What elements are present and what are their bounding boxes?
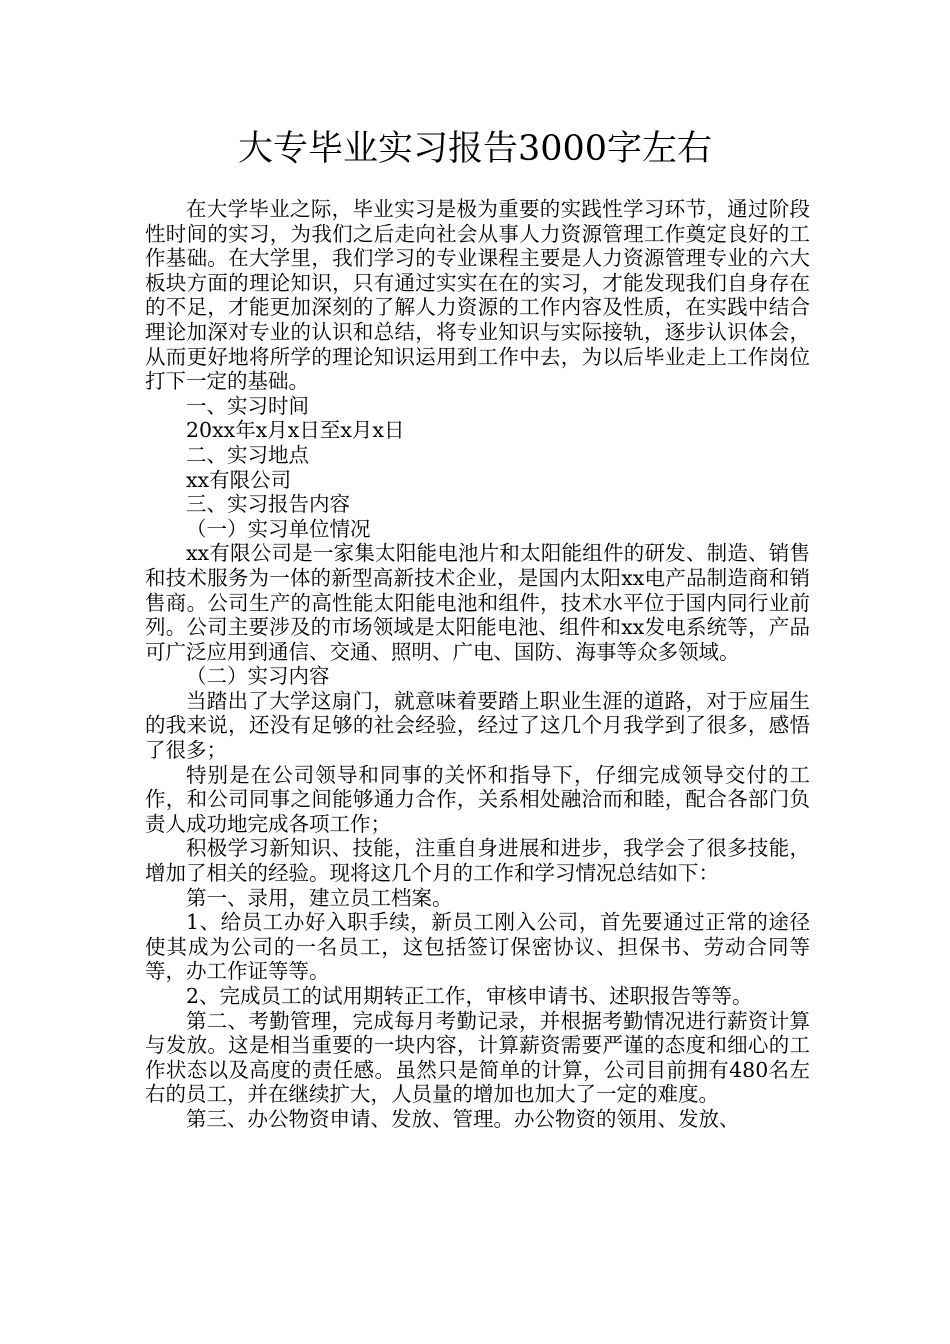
heading-internship-time: 一、实习时间	[186, 393, 309, 418]
paragraph-company-overview: xx有限公司是一家集太阳能电池片和太阳能组件的研发、制造、销售和技术服务为一体的新型高新技术企业，是国内太阳xx电产品制造商和销售商。公司生产的高性能太阳能电池和组件，技术水平位于国内同行业前列。公司主要涉及的市场领域是太阳能电池、组件和xx发电系统等，产品可广泛应用到通信、交通、照明、广电、国防、海事等众多领域。	[145, 541, 810, 664]
paragraph-attendance: 第二、考勤管理，完成每月考勤记录，并根据考勤情况进行薪资计算与发放。这是相当重要的一块内容，计算薪资需要严谨的态度和细心的工作状态以及高度的责任感。虽然只是简单的计算，公司目前拥有480名左右的员工，并在继续扩大，人员量的增加也加大了一定的难度。	[145, 1008, 810, 1107]
document-title: 大专毕业实习报告3000字左右	[237, 129, 713, 169]
paragraph-office-supplies: 第三、办公物资申请、发放、管理。办公物资的领用、发放、	[186, 1106, 740, 1131]
subheading-internship-content: （二）实习内容	[186, 664, 330, 689]
document-body	[145, 197, 810, 1132]
paragraph-learning: 积极学习新知识、技能，注重自身进展和进步，我学会了很多技能，增加了相关的经验。现将这几个月的工作和学习情况总结如下：	[145, 836, 810, 886]
paragraph-onboarding: 1、给员工办好入职手续，新员工刚入公司，首先要通过正常的途径使其成为公司的一名员工，这包括签订保密协议、担保书、劳动合同等等，办工作证等等。	[145, 910, 810, 984]
paragraph-company-name: xx有限公司	[186, 467, 292, 492]
heading-report-content: 三、实习报告内容	[186, 492, 350, 517]
paragraph-teamwork: 特别是在公司领导和同事的关怀和指导下，仔细完成领导交付的工作，和公司同事之间能够通力合作，关系相处融洽而和睦，配合各部门负责人成功地完成各项工作；	[145, 762, 810, 836]
subheading-company-overview: （一）实习单位情况	[186, 516, 371, 541]
paragraph-internship-date: 20xx年x月x日至x月x日	[186, 418, 405, 443]
paragraph-intro: 在大学毕业之际，毕业实习是极为重要的实践性学习环节，通过阶段性时间的实习，为我们之后走向社会从事人力资源管理工作奠定良好的工作基础。在大学里，我们学习的专业课程主要是人力资源管理专业的六大板块方面的理论知识，只有通过实实在在的实习，才能发现我们自身存在的不足，才能更加深刻的了解人力资源的工作内容及性质，在实践中结合理论加深对专业的认识和总结，将专业知识与实际接轨，逐步认识体会，从而更好地将所学的理论知识运用到工作中去，为以后毕业走上工作岗位打下一定的基础。	[145, 197, 810, 394]
paragraph-career-start: 当踏出了大学这扇门，就意味着要踏上职业生涯的道路，对于应届生的我来说，还没有足够的社会经验，经过了这几个月我学到了很多，感悟了很多；	[145, 688, 810, 763]
paragraph-section-one: 第一、录用，建立员工档案。	[186, 885, 453, 910]
paragraph-probation: 2、完成员工的试用期转正工作，审核申请书、述职报告等等。	[186, 984, 753, 1008]
heading-internship-location: 二、实习地点	[186, 442, 309, 467]
